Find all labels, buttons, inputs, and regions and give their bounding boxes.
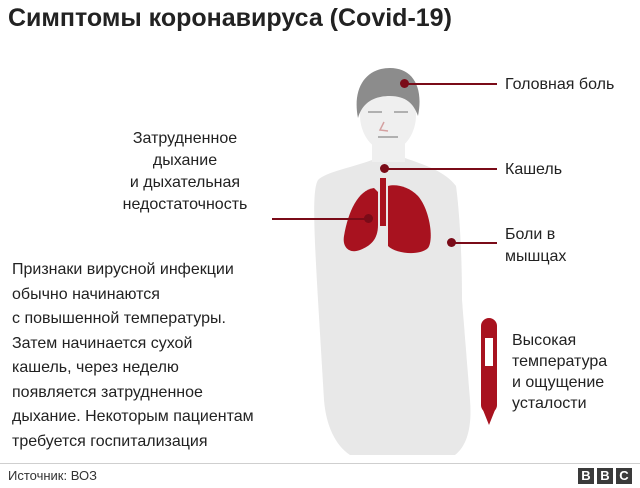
footer-divider (0, 463, 640, 464)
thermometer-tip (483, 410, 495, 425)
muscle-pain-label: Боли в мышцах (505, 226, 567, 265)
description-text: Признаки вирусной инфекции обычно начинаются с повышенной температуры. Затем начинается сухой кашель, через неделю появляется затрудненное дыхание. Некоторым пациентам требуется госпитализация (12, 261, 254, 450)
thermometer-window (485, 338, 493, 366)
source-text: Источник: ВОЗ (8, 468, 97, 483)
cough-label: Кашель (505, 161, 563, 178)
fever-label: Высокая температура и ощущение усталости (512, 332, 608, 412)
bbc-logo (578, 468, 632, 484)
bbc-logo-letter: C (616, 468, 632, 484)
bbc-logo-letter: B (597, 468, 613, 484)
bbc-logo-letter: B (578, 468, 594, 484)
breathing-connector (272, 218, 368, 220)
page-title: Симптомы коронавируса (Covid-19) (8, 4, 452, 32)
headache-connector (404, 83, 497, 85)
muscle-pain-connector (451, 242, 497, 244)
cough-connector (384, 168, 497, 170)
headache-label: Головная боль (505, 76, 615, 93)
trachea-shape (380, 178, 386, 226)
breathing-marker (364, 214, 373, 223)
breathing-label: Затрудненное дыхание и дыхательная недостаточность (122, 130, 248, 213)
